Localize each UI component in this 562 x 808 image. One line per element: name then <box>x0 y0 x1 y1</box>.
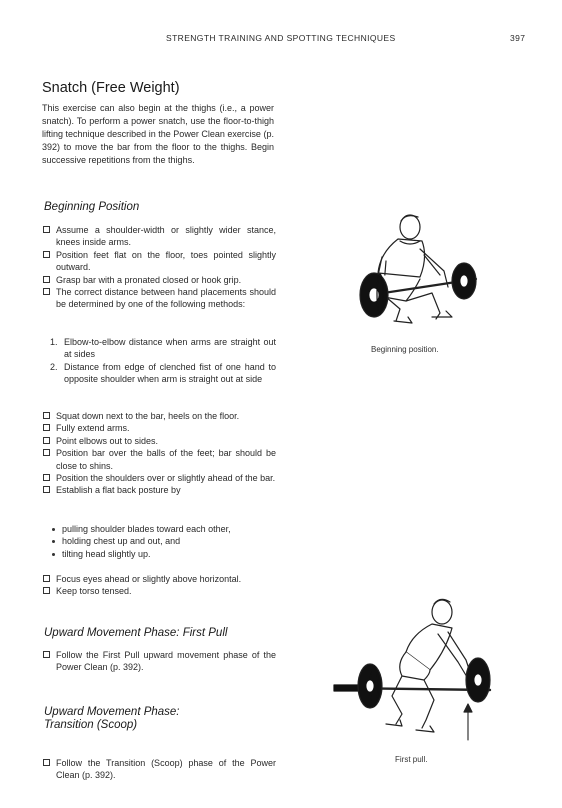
page-number: 397 <box>510 33 526 43</box>
checkbox-icon <box>43 437 50 444</box>
beginning-position-illustration <box>340 205 490 335</box>
intro-paragraph: This exercise can also begin at the thighs (i.e., a power snatch). To perform a power snatch, use the floor-to-thigh lifting technique described in the Power Clean exercise (p. 392) to move the bar from the floor to the thighs. Begin successive repetitions from the thighs. <box>42 103 274 165</box>
checklist-item: Follow the First Pull upward movement phase of the Power Clean (p. 392). <box>42 649 276 674</box>
checkbox-icon <box>43 759 50 766</box>
checkbox-icon <box>43 424 50 431</box>
numbered-item: 2. Distance from edge of clenched fist of one hand to opposite shoulder when arm is straight out at side <box>50 361 276 385</box>
bullet-item: holding chest up and out, and <box>42 535 276 547</box>
beginning-items-b <box>42 410 276 497</box>
bullet-item: tilting head slightly up. <box>42 548 276 560</box>
checklist-item: Position bar over the balls of the feet; bar should be close to shins. <box>42 447 276 472</box>
checklist-item: The correct distance between hand placements should be determined by one of the following methods: <box>42 286 276 311</box>
checklist-item: Grasp bar with a pronated closed or hook grip. <box>42 274 276 286</box>
flat-back-list <box>42 523 276 560</box>
numbered-item: 1. Elbow-to-elbow distance when arms are straight out at sides <box>50 337 276 360</box>
bullet-icon <box>52 528 55 531</box>
exercise-title: Snatch (Free Weight) <box>42 80 180 96</box>
checkbox-icon <box>43 412 50 419</box>
transition-heading: Upward Movement Phase: Transition (Scoop) <box>44 706 180 731</box>
first-pull-items <box>42 649 276 674</box>
bullet-icon <box>52 553 55 556</box>
checkbox-icon <box>43 587 50 594</box>
checklist-item: Fully extend arms. <box>42 422 276 434</box>
first-pull-heading: Upward Movement Phase: First Pull <box>44 627 228 639</box>
first-pull-illustration <box>330 590 500 760</box>
checkbox-icon <box>43 226 50 233</box>
bullet-item: pulling shoulder blades toward each other, <box>42 523 276 535</box>
checkbox-icon <box>43 575 50 582</box>
checkbox-icon <box>43 449 50 456</box>
running-title: STRENGTH TRAINING AND SPOTTING TECHNIQUES <box>166 33 396 43</box>
transition-items <box>42 757 276 782</box>
checklist-item: Follow the Transition (Scoop) phase of the Power Clean (p. 392). <box>42 757 276 782</box>
checklist-item: Assume a shoulder-width or slightly wider stance, knees inside arms. <box>42 224 276 249</box>
checklist-item: Squat down next to the bar, heels on the floor. <box>42 410 276 422</box>
checkbox-icon <box>43 651 50 658</box>
beginning-position-heading: Beginning Position <box>44 201 140 213</box>
checklist-item: Position feet flat on the floor, toes pointed slightly outward. <box>42 249 276 274</box>
checkbox-icon <box>43 276 50 283</box>
beginning-items-c <box>42 573 276 598</box>
checklist-item: Position the shoulders over or slightly ahead of the bar. <box>42 472 276 484</box>
beginning-position-caption: Beginning position. <box>371 345 439 354</box>
checkbox-icon <box>43 251 50 258</box>
checklist-item: Point elbows out to sides. <box>42 435 276 447</box>
checkbox-icon <box>43 486 50 493</box>
first-pull-caption: First pull. <box>395 755 428 764</box>
checklist-item: Establish a flat back posture by <box>42 484 276 496</box>
checkbox-icon <box>43 288 50 295</box>
checkbox-icon <box>43 474 50 481</box>
grip-methods-list <box>42 336 276 386</box>
checklist-item: Keep torso tensed. <box>42 585 276 597</box>
checklist-item: Focus eyes ahead or slightly above horizontal. <box>42 573 276 585</box>
beginning-items-a <box>42 224 276 311</box>
bullet-icon <box>52 540 55 543</box>
